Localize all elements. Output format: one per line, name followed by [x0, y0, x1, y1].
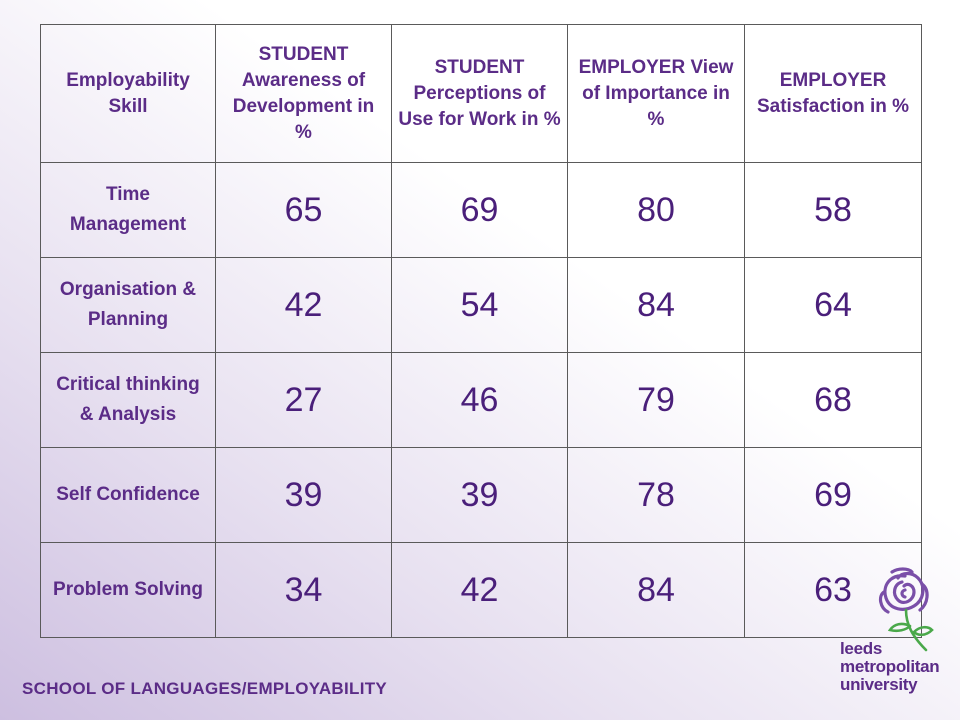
table-row — [41, 353, 922, 448]
table-row — [41, 258, 922, 353]
skill-label: Self Confidence — [41, 448, 216, 543]
value-cell: 46 — [392, 353, 568, 448]
table-row — [41, 543, 922, 638]
employability-table — [40, 24, 922, 638]
value-cell: 54 — [392, 258, 568, 353]
value-cell: 42 — [392, 543, 568, 638]
value-cell: 63 — [745, 543, 922, 638]
header-employability-skill: Employability Skill — [41, 25, 216, 163]
university-logo-text — [840, 640, 952, 694]
skill-label: Problem Solving — [41, 543, 216, 638]
value-cell: 78 — [568, 448, 745, 543]
value-cell: 69 — [392, 163, 568, 258]
value-cell: 58 — [745, 163, 922, 258]
table-row — [41, 163, 922, 258]
value-cell: 69 — [745, 448, 922, 543]
value-cell: 27 — [216, 353, 392, 448]
value-cell: 42 — [216, 258, 392, 353]
value-cell: 68 — [745, 353, 922, 448]
value-cell: 79 — [568, 353, 745, 448]
skill-label: Critical thinking & Analysis — [41, 353, 216, 448]
value-cell: 84 — [568, 258, 745, 353]
value-cell: 34 — [216, 543, 392, 638]
value-cell: 84 — [568, 543, 745, 638]
header-student-perceptions: STUDENT Perceptions of Use for Work in % — [392, 25, 568, 163]
value-cell: 80 — [568, 163, 745, 258]
logo-line-metropolitan: metropolitan — [840, 657, 940, 676]
logo-line-university: university — [840, 675, 918, 694]
logo-line-leeds: leeds — [840, 639, 882, 658]
header-employer-satisfaction: EMPLOYER Satisfaction in % — [745, 25, 922, 163]
value-cell: 39 — [216, 448, 392, 543]
table-header-row — [41, 25, 922, 163]
footer-school-label: SCHOOL OF LANGUAGES/EMPLOYABILITY — [22, 679, 388, 698]
value-cell: 39 — [392, 448, 568, 543]
skill-label: Time Management — [41, 163, 216, 258]
header-student-awareness: STUDENT Awareness of Development in % — [216, 25, 392, 163]
value-cell: 65 — [216, 163, 392, 258]
skill-label: Organisation & Planning — [41, 258, 216, 353]
table-row — [41, 448, 922, 543]
header-employer-importance: EMPLOYER View of Importance in % — [568, 25, 745, 163]
value-cell: 64 — [745, 258, 922, 353]
